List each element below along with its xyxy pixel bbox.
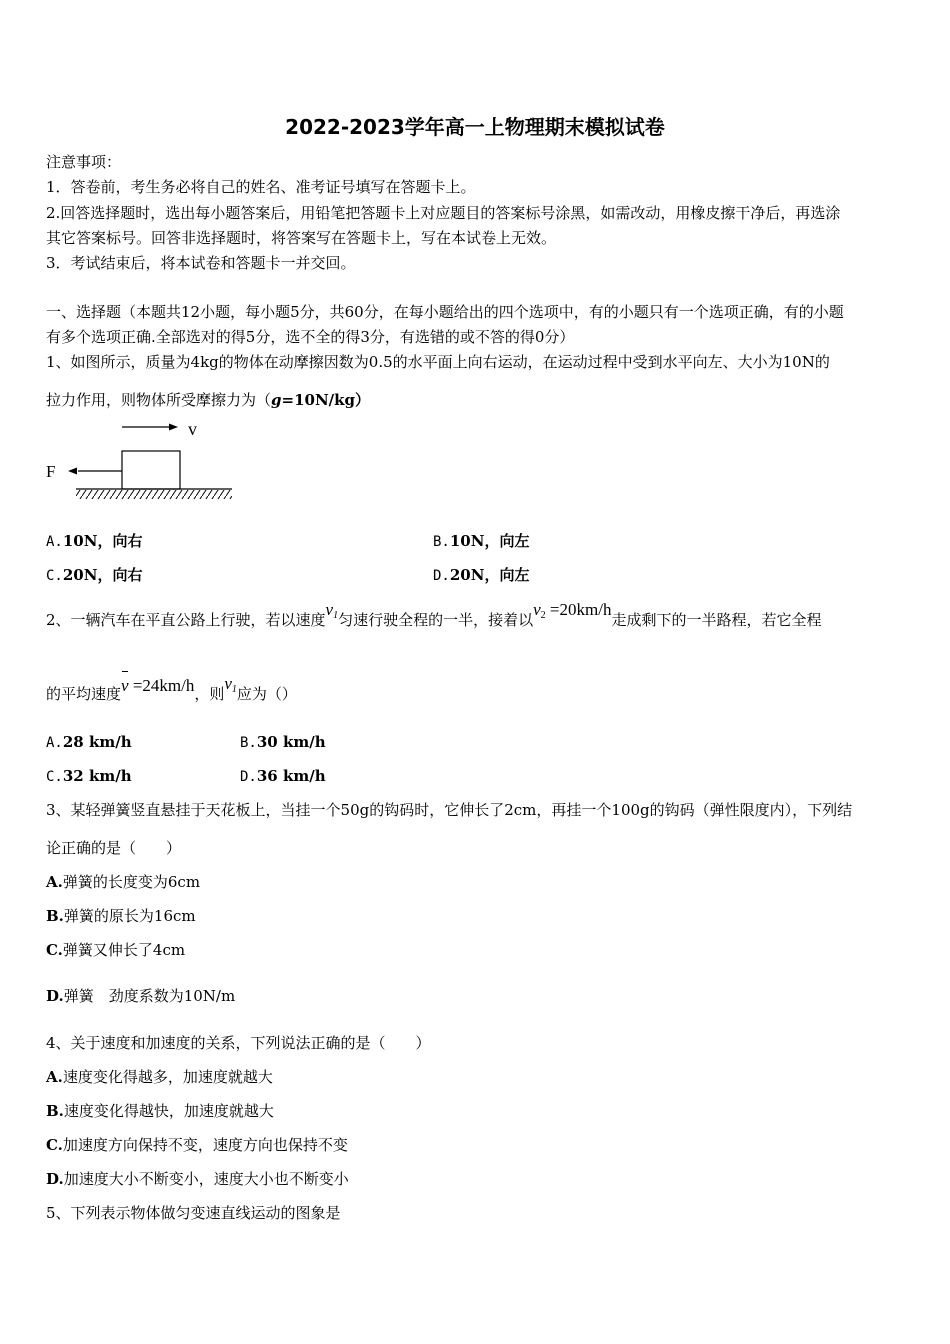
q1-option-a-label: A. xyxy=(46,534,63,550)
q2-average-velocity xyxy=(121,676,194,695)
q2-text-line-2-b: ，则 xyxy=(194,685,225,703)
q4-option-d-label: D. xyxy=(46,1170,64,1188)
q4-option-d[interactable] xyxy=(46,1169,349,1189)
notice-item-3: 3．考试结束后，将本试卷和答题卡一并交回。 xyxy=(46,254,356,272)
q3-option-a[interactable] xyxy=(46,872,200,892)
q3-option-a-text: 弹簧的长度变为6cm xyxy=(62,873,201,891)
q2-stem-line-2 xyxy=(46,674,297,716)
q2-option-b-label: B. xyxy=(240,735,257,751)
notice-item-2-line-1: 2.回答选择题时，选出每小题答案后，用铅笔把答题卡上对应题目的答案标号涂黑，如需改动，用橡皮擦干净后，再选涂 xyxy=(46,204,841,222)
q2-text-part-3: 走成剩下的一半路程，若它全程 xyxy=(611,611,822,629)
q2-v1-letter-2: v xyxy=(224,674,232,693)
q3-option-c-label: C. xyxy=(46,941,63,959)
q3-stem-line-2: 论正确的是（ ） xyxy=(46,839,182,857)
q1-option-b[interactable] xyxy=(433,531,529,552)
q4-option-c[interactable] xyxy=(46,1135,348,1155)
q2-option-d[interactable] xyxy=(240,766,326,787)
q3-option-d[interactable] xyxy=(46,986,235,1006)
velocity-arrow xyxy=(122,424,178,431)
q1-option-c-text: 20N，向右 xyxy=(62,566,143,584)
q1-option-d[interactable] xyxy=(433,565,529,586)
q3-option-a-label: A. xyxy=(46,873,63,891)
q1-option-d-label: D. xyxy=(433,568,450,584)
q1-figure xyxy=(40,415,240,505)
q2-vbar-value: =24km/h xyxy=(132,676,195,695)
q2-text-part-2: 匀速行驶全程的一半，接着以 xyxy=(338,611,534,629)
q2-option-d-label: D. xyxy=(240,769,257,785)
velocity-label: v xyxy=(188,419,197,439)
q2-option-a[interactable] xyxy=(46,732,132,753)
q2-v1-symbol-2 xyxy=(224,674,237,693)
q2-v1-sub-2: 1 xyxy=(231,684,237,695)
q1-g-value: =10N/kg） xyxy=(281,391,371,409)
notice-item-1: 1．答卷前，考生务必将自己的姓名、准考证号填写在答题卡上。 xyxy=(46,178,476,196)
q2-v1-letter: v xyxy=(325,600,334,619)
ground-hatch xyxy=(76,490,232,499)
q4-option-a[interactable] xyxy=(46,1067,273,1087)
q1-option-b-text: 10N，向左 xyxy=(449,532,530,550)
q4-option-b-label: B. xyxy=(46,1102,64,1120)
q2-option-a-label: A. xyxy=(46,735,63,751)
q3-option-d-text: 弹簧 劲度系数为10N/m xyxy=(63,987,236,1005)
q2-option-c[interactable] xyxy=(46,766,132,787)
q2-vbar-letter: v xyxy=(121,670,129,702)
q4-option-d-text: 加速度大小不断变小，速度大小也不断变小 xyxy=(63,1170,349,1188)
q4-option-c-text: 加速度方向保持不变，速度方向也保持不变 xyxy=(62,1136,348,1154)
q3-option-b[interactable] xyxy=(46,906,196,926)
q4-option-a-text: 速度变化得越多，加速度就越大 xyxy=(62,1068,273,1086)
q4-option-a-label: A. xyxy=(46,1068,63,1086)
q1-stem-line-2 xyxy=(46,390,370,410)
q2-text-line-2-a: 的平均速度 xyxy=(46,685,122,703)
q3-option-b-text: 弹簧的原长为16cm xyxy=(63,907,196,925)
q3-stem-line-1: 3、某轻弹簧竖直悬挂于天花板上，当挂一个50g的钩码时，它伸长了2cm，再挂一个100g的钩码（弹性限度内），下列结 xyxy=(46,801,853,819)
q2-v2-expression xyxy=(533,600,611,619)
q2-text-line-2-c: 应为（） xyxy=(236,685,297,703)
q1-option-a[interactable] xyxy=(46,531,142,552)
q1-stem-text: 拉力作用，则物体所受摩擦力为（ xyxy=(46,391,272,409)
q5-stem: 5、下列表示物体做匀变速直线运动的图象是 xyxy=(46,1204,341,1222)
force-label: F xyxy=(46,462,56,481)
notice-heading: 注意事项： xyxy=(46,153,122,171)
q1-option-b-label: B. xyxy=(433,534,450,550)
q4-option-b[interactable] xyxy=(46,1101,274,1121)
q3-option-d-label: D. xyxy=(46,987,64,1005)
q2-v1-sub: 1 xyxy=(333,610,339,621)
q1-option-d-text: 20N，向左 xyxy=(449,566,530,584)
q2-option-d-text: 36 km/h xyxy=(256,767,326,785)
q2-v2-sub: 2 xyxy=(540,610,546,621)
q4-stem: 4、关于速度和加速度的关系，下列说法正确的是（ ） xyxy=(46,1034,431,1052)
q2-option-b[interactable] xyxy=(240,732,326,753)
q1-g-symbol: g xyxy=(271,391,282,409)
q2-option-a-text: 28 km/h xyxy=(62,733,132,751)
block xyxy=(122,451,180,489)
section-intro-line-1: 一、选择题（本题共12小题，每小题5分，共60分，在每小题给出的四个选项中，有的小题只有一个选项正确，有的小题 xyxy=(46,303,844,321)
q1-stem-line-1: 1、如图所示，质量为4kg的物体在动摩擦因数为0.5的水平面上向右运动，在运动过程中受到水平向左、大小为10N的 xyxy=(46,353,830,371)
page-title: 2022-2023学年高一上物理期末模拟试卷 xyxy=(285,115,665,139)
q4-option-b-text: 速度变化得越快，加速度就越大 xyxy=(63,1102,274,1120)
notice-item-2-line-2: 其它答案标号。回答非选择题时，将答案写在答题卡上，写在本试卷上无效。 xyxy=(46,229,557,247)
q4-option-c-label: C. xyxy=(46,1136,63,1154)
q2-v2-letter: v xyxy=(533,600,541,619)
q2-v2-value: =20km/h xyxy=(549,600,612,619)
q2-stem-line-1 xyxy=(46,600,822,642)
q2-text-part-1: 2、一辆汽车在平直公路上行驶，若以速度 xyxy=(46,611,326,629)
q1-option-c[interactable] xyxy=(46,565,142,586)
q3-option-c[interactable] xyxy=(46,940,185,960)
force-arrow xyxy=(68,468,122,475)
q3-option-b-label: B. xyxy=(46,907,64,925)
q2-option-c-label: C. xyxy=(46,769,63,785)
q1-option-a-text: 10N，向右 xyxy=(62,532,143,550)
q3-option-c-text: 弹簧又伸长了4cm xyxy=(62,941,186,959)
q1-option-c-label: C. xyxy=(46,568,63,584)
section-intro-line-2: 有多个选项正确.全部选对的得5分，选不全的得3分，有选错的或不答的得0分） xyxy=(46,328,575,346)
q2-option-c-text: 32 km/h xyxy=(62,767,132,785)
q2-option-b-text: 30 km/h xyxy=(256,733,326,751)
q2-v1-symbol xyxy=(326,600,339,619)
